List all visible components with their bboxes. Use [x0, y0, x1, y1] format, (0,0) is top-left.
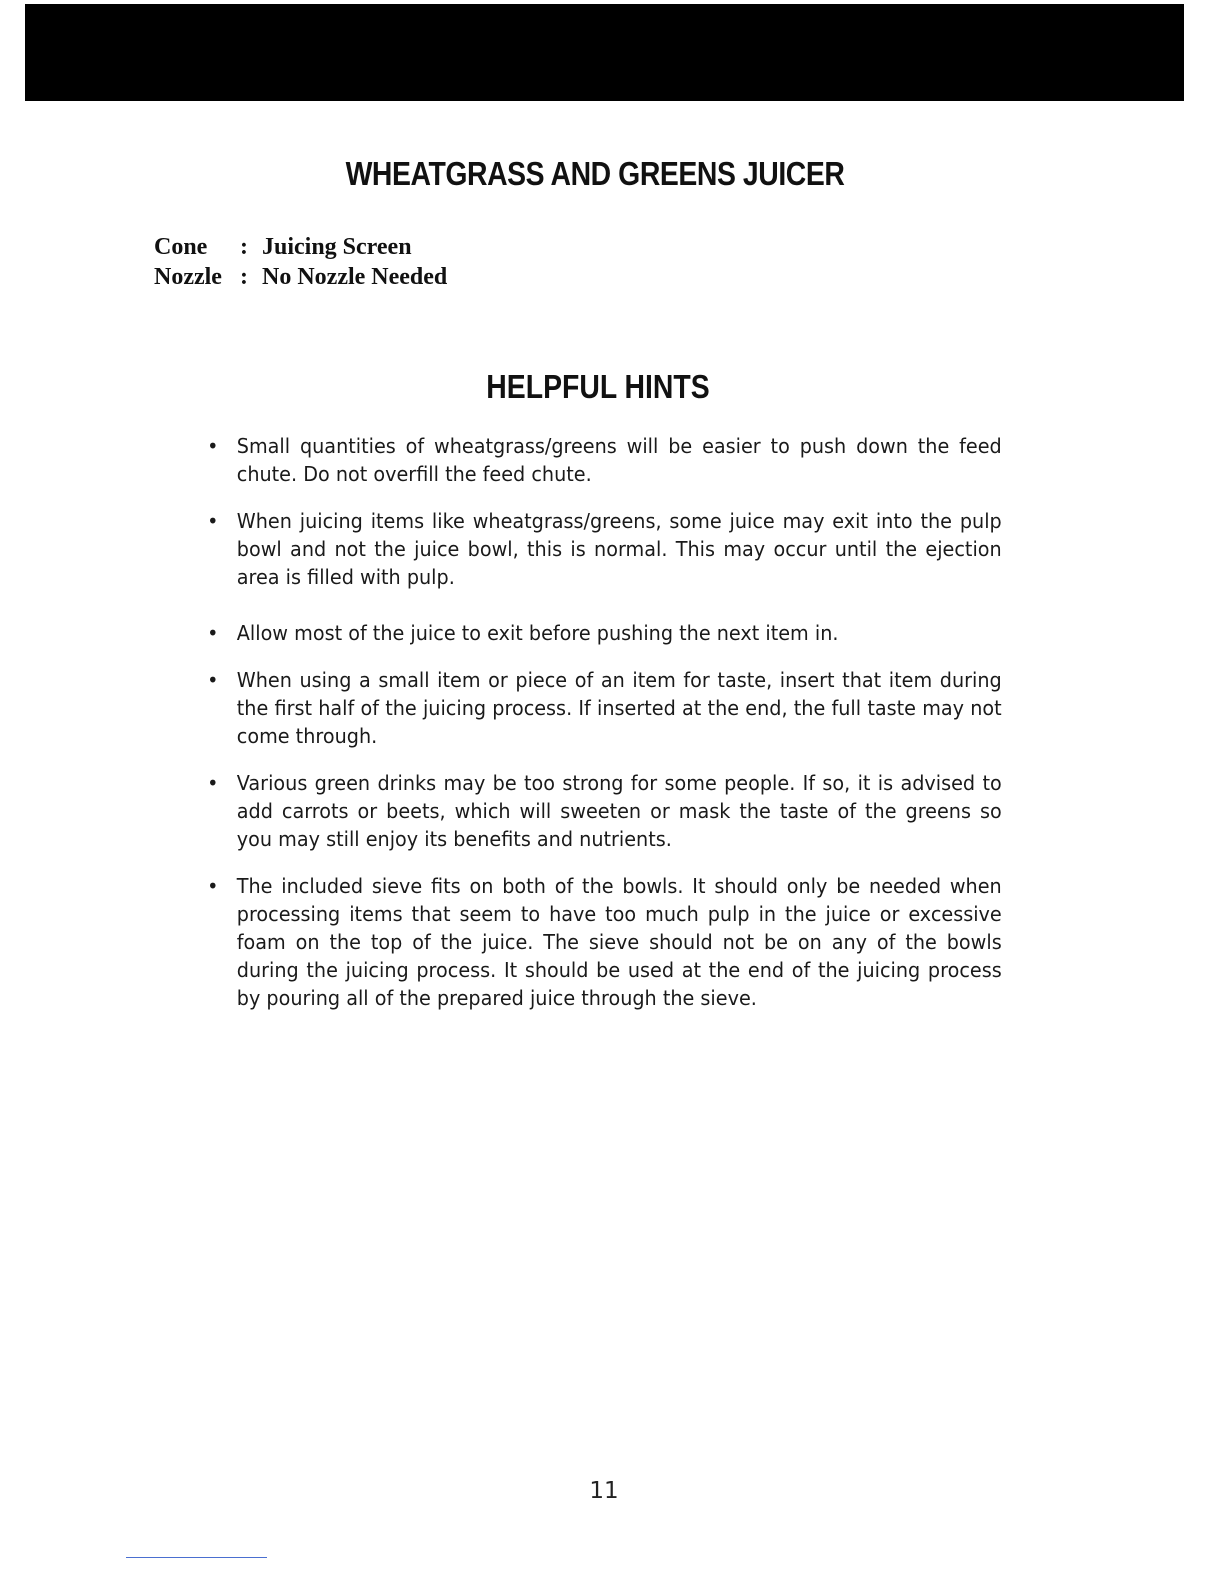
hints-heading: HELPFUL HINTS	[486, 368, 710, 405]
list-item	[207, 666, 1002, 750]
bullet-icon: •	[207, 771, 219, 795]
spec-label: Cone	[154, 234, 208, 260]
spec-list	[154, 232, 447, 292]
hint-text: The included sieve fits on both of the bowls. It should only be needed when processing items that seem to have too much pulp in the juice or excessive foam on the top of the juice. The sieve should not be on any of the bowls during the juicing process. It should be used at the end of the juicing process by pouring all of the prepared juice through the sieve.	[236, 874, 1002, 1010]
spec-value: Juicing Screen	[262, 234, 412, 260]
spec-label: Nozzle	[154, 264, 222, 290]
hint-text: Allow most of the juice to exit before pushing the next item in.	[236, 621, 839, 645]
spec-row-cone	[154, 232, 447, 262]
bullet-icon: •	[207, 668, 219, 692]
list-item	[207, 619, 1002, 647]
list-item	[207, 769, 1002, 853]
header-black-bar	[25, 4, 1184, 101]
list-item	[207, 432, 1002, 488]
hint-text: Small quantities of wheatgrass/greens will be easier to push down the feed chute. Do not overfill the feed chute.	[236, 434, 1002, 486]
bullet-icon: •	[207, 874, 219, 898]
page-number: 11	[589, 1478, 619, 1504]
spec-separator: :	[240, 264, 248, 290]
hint-text: When using a small item or piece of an item for taste, insert that item during the first half of the juicing process. If inserted at the end, the full taste may not come through.	[236, 668, 1002, 748]
hint-text: Various green drinks may be too strong for some people. If so, it is advised to add carrots or beets, which will sweeten or mask the taste of the greens so you may still enjoy its benefits and nutrients.	[236, 771, 1002, 851]
list-item	[207, 507, 1002, 591]
footer-rule	[126, 1557, 267, 1558]
bullet-icon: •	[207, 509, 219, 533]
page-title: WHEATGRASS AND GREENS JUICER	[345, 155, 845, 192]
hints-list	[207, 432, 1003, 1031]
spec-value: No Nozzle Needed	[262, 264, 448, 290]
spec-separator: :	[240, 234, 248, 260]
hint-text: When juicing items like wheatgrass/greens, some juice may exit into the pulp bowl and not the juice bowl, this is normal. This may occur until the ejection area is filled with pulp.	[236, 509, 1002, 589]
bullet-icon: •	[207, 621, 219, 645]
spec-row-nozzle	[154, 262, 447, 292]
bullet-icon: •	[207, 434, 219, 458]
list-item	[207, 872, 1002, 1012]
